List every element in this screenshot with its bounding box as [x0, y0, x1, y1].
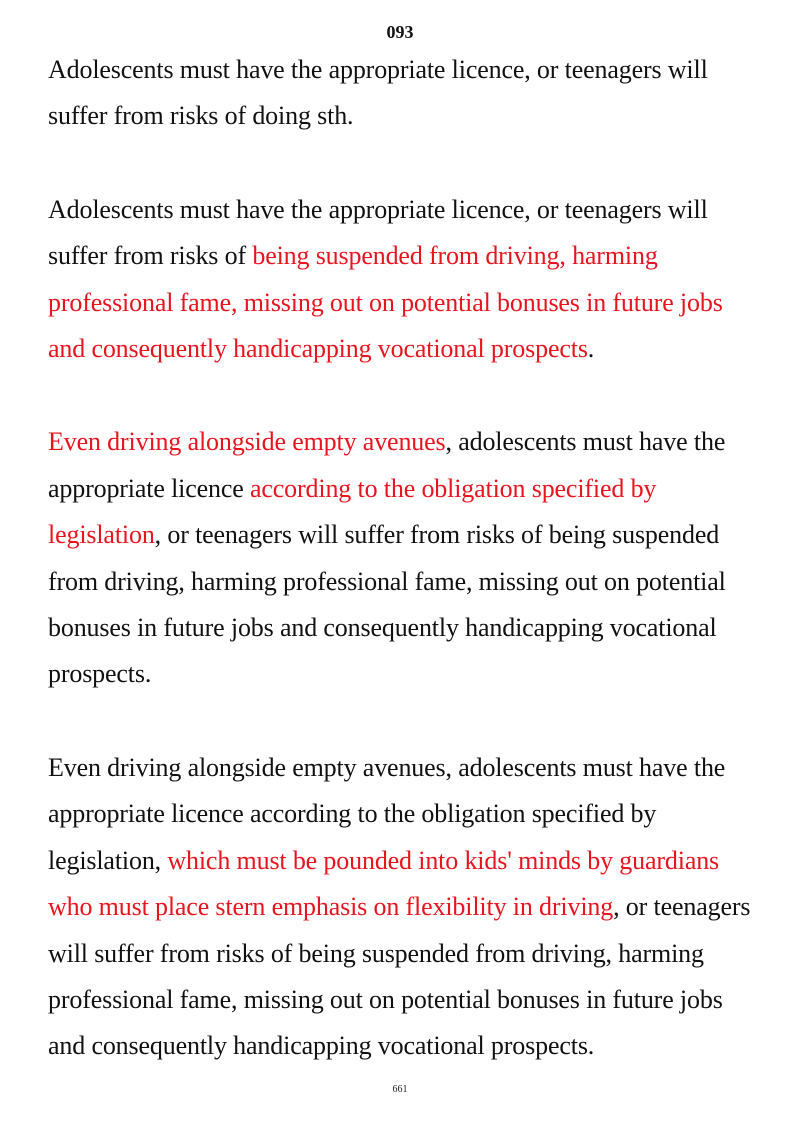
text-segment: Even driving alongside empty avenues, adolescents must have the appropriate licence according to the obligation specified by legislation,: [48, 752, 726, 875]
highlighted-segment: Even driving alongside empty avenues: [48, 427, 446, 457]
text-segment: .: [587, 334, 595, 364]
paragraph-3: [48, 419, 758, 697]
document-body: [48, 47, 758, 1070]
paragraph-2: [48, 187, 758, 373]
page-header-number: 093: [386, 22, 414, 42]
paragraph-4: [48, 745, 758, 1070]
paragraph-1: [48, 47, 758, 140]
text-segment: Adolescents must have the appropriate licence, or teenagers will suffer from risks of: [48, 194, 708, 271]
text-segment: , or teenagers will suffer from risks of being suspended from driving, harming professional fame, missing out on potential bonuses in future jobs and consequently handicapping vocational prospects.: [48, 892, 751, 1061]
highlighted-segment: being suspended from driving, harming professional fame, missing out on potential bonuses in future jobs and consequently handicapping vocational prospects: [48, 241, 723, 364]
text-segment: , or teenagers will suffer from risks of being suspended from driving, harming professional fame, missing out on potential bonuses in future jobs and consequently handicapping vocational prospects.: [48, 520, 726, 689]
text-segment: Adolescents must have the appropriate licence, or teenagers will suffer from risks of doing sth.: [48, 55, 708, 131]
highlighted-segment: which must be pounded into kids' minds by guardians who must place stern emphasis on flexibility in driving: [48, 845, 720, 922]
text-segment: , adolescents must have the appropriate licence: [48, 427, 726, 503]
highlighted-segment: according to the obligation specified by legislation: [48, 473, 657, 550]
page-footer-number: 661: [392, 1084, 408, 1095]
